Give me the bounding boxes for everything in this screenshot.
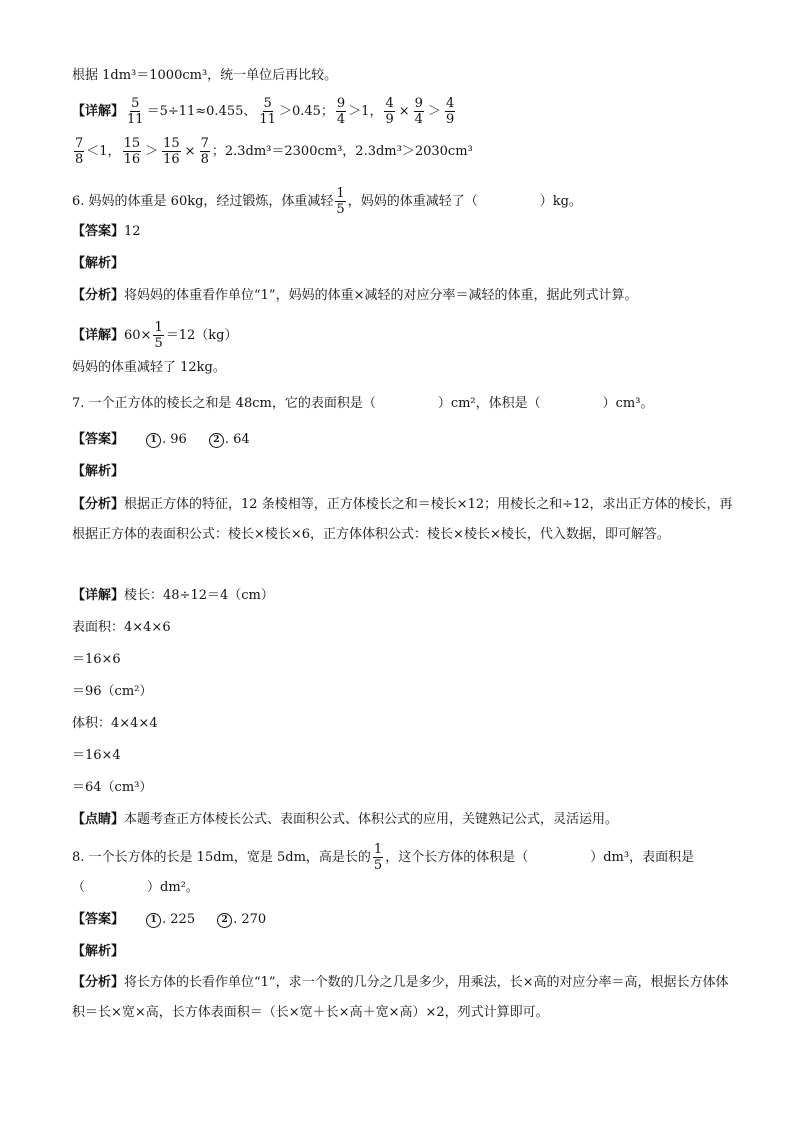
fraction-15-16: $\frac{15}{16}$ <box>123 136 141 167</box>
detail-line-1: 【详解】 $\frac{5}{11}$ ＝5÷11≈0.455、 $\frac{5}{11}$ ＞0.45； $\frac{9}{4}$ ＞1， $\frac{4}{9}$ × $\frac{9}{4}$ ＞ $\frac{4}{9}$ <box>72 96 455 127</box>
answer-7: 【答案】 1 . 96 2 . 64 <box>72 430 734 450</box>
jiexi-7 <box>72 462 734 482</box>
tag-dianjing: 【点睛】 <box>72 812 125 827</box>
fraction-5-11: $\frac{5}{11}$ <box>259 96 276 127</box>
step: ＝64（cm³） <box>72 780 153 795</box>
step: 表面积：4×4×6 <box>72 620 171 635</box>
dianjing-7: 【点睛】 本题考查正方体棱长公式、表面积公式、体积公式的应用，关键熟记公式，灵活运用。 <box>72 810 734 830</box>
jiexi-8 <box>72 942 734 962</box>
fraction-7-8: $\frac{7}{8}$ <box>200 136 209 167</box>
detail-6: 【详解】 60× $\frac{1}{5}$ ＝12（kg） <box>72 320 238 351</box>
tag-analysis: 【分析】 <box>72 288 125 303</box>
fraction-1-5: $\frac{1}{5}$ <box>154 320 163 351</box>
fraction-15-16: $\frac{15}{16}$ <box>163 136 180 167</box>
tag-answer: 【答案】 <box>72 912 125 927</box>
step: ＝16×4 <box>72 748 121 763</box>
tag-analysis: 【分析】 <box>72 975 125 990</box>
detail-line-2: $\frac{7}{8}$ ＜1， $\frac{15}{16}$ ＞ $\frac{15}{16}$ × $\frac{7}{8}$ ；2.3dm³＝2300cm³，2.3dm³＞2030cm³ <box>75 136 473 167</box>
jiexi-6 <box>72 254 734 274</box>
fraction-7-8: $\frac{7}{8}$ <box>75 136 84 167</box>
tag-detail: 【详解】 <box>72 327 125 343</box>
fraction-5-11: $\frac{5}{11}$ <box>127 96 144 127</box>
circled-number: 1 <box>146 433 161 448</box>
question-8-cont: （ ）dm²。 <box>72 880 199 895</box>
tag-jiexi: 【解析】 <box>72 464 125 479</box>
question-6: 6. 妈妈的体重是 60kg，经过锻炼，体重减轻 $\frac{1}{5}$ ，妈妈的体重减轻了（ ）kg。 <box>72 186 582 217</box>
step: ＝96（cm²） <box>72 684 153 699</box>
question-8: 8. 一个长方体的长是 15dm，宽是 5dm，高是长的 $\frac{1}{5}$ ，这个长方体的体积是（ ）dm³，表面积是 <box>72 842 695 873</box>
fraction-4-9: $\frac{4}{9}$ <box>445 96 455 127</box>
tag-detail: 【详解】 <box>72 588 125 603</box>
detail-7: 【详解】 棱长：48÷12＝4（cm） <box>72 586 734 606</box>
tag-jiexi: 【解析】 <box>72 256 125 271</box>
step: ＝16×6 <box>72 652 121 667</box>
fraction-4-9: $\frac{4}{9}$ <box>385 96 394 127</box>
note-unit-conversion: 根据 1dm³＝1000cm³，统一单位后再比较。 <box>72 68 338 83</box>
tag-jiexi: 【解析】 <box>72 944 125 959</box>
analysis-7: 【分析】根据正方体的特征，12 条棱相等，正方体棱长之和＝棱长×12；用棱长之和÷12，求出正方体的棱长，再根据正方体的表面积公式：棱长×棱长×6，正方体体积公式：棱长×棱长×棱长，代入数据，即可解答。 <box>72 497 733 542</box>
tag-analysis: 【分析】 <box>72 497 125 512</box>
conclusion-6: 妈妈的体重减轻了 12kg。 <box>72 360 226 375</box>
step: 体积：4×4×4 <box>72 716 158 731</box>
fraction-9-4: $\frac{9}{4}$ <box>414 96 423 127</box>
analysis-6: 【分析】 将妈妈的体重看作单位“1”，妈妈的体重×减轻的对应分率＝减轻的体重，据此列式计算。 <box>72 286 734 306</box>
question-7: 7. 一个正方体的棱长之和是 48cm，它的表面积是（ ）cm²，体积是（ ）cm³。 <box>72 396 654 411</box>
tag-answer: 【答案】 <box>72 224 125 239</box>
fraction-1-5: $\frac{1}{5}$ <box>336 186 345 217</box>
circled-number: 2 <box>217 913 232 928</box>
tag-answer: 【答案】 <box>72 432 125 447</box>
tag-detail: 【详解】 <box>72 103 125 119</box>
answer-6: 【答案】 12 <box>72 222 734 242</box>
fraction-9-4: $\frac{9}{4}$ <box>336 96 346 127</box>
circled-number: 2 <box>209 433 224 448</box>
fraction-1-5: $\frac{1}{5}$ <box>373 842 383 873</box>
circled-number: 1 <box>146 913 161 928</box>
analysis-8: 【分析】将长方体的长看作单位“1”，求一个数的几分之几是多少，用乘法，长×高的对应分率＝高，根据长方体体积＝长×宽×高，长方体表面积＝（长×宽＋长×高＋宽×高）×2，列式计算即可。 <box>72 975 729 1020</box>
answer-8: 【答案】 1 . 225 2 . 270 <box>72 910 734 930</box>
